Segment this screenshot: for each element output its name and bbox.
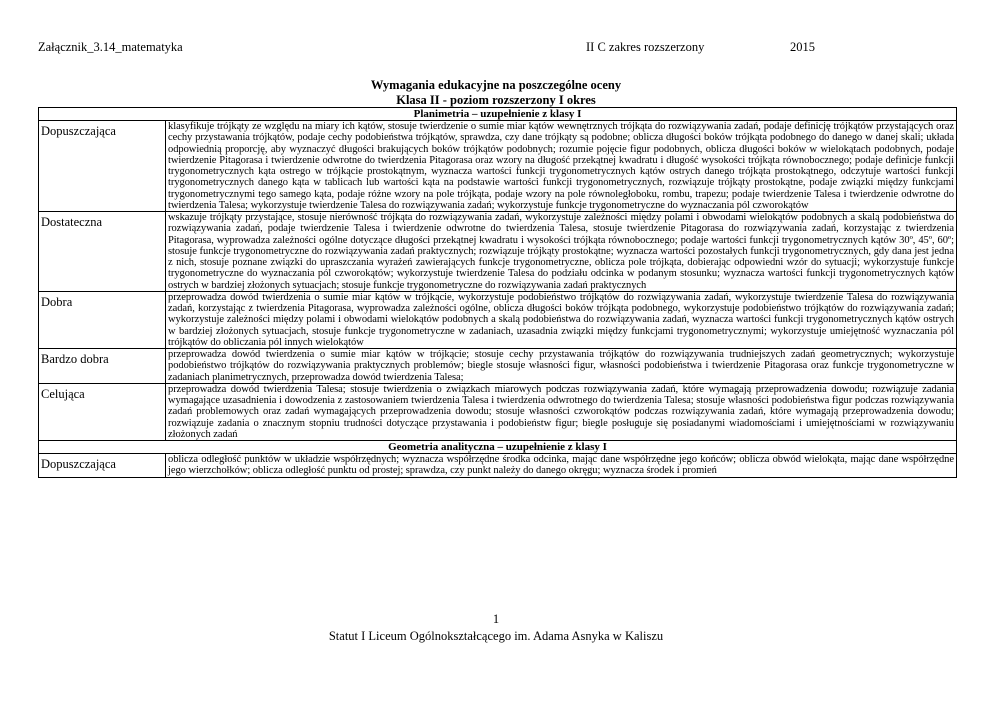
grade-label: Dobra: [39, 291, 166, 348]
requirements-table: [38, 107, 957, 478]
header-document-id: Załącznik_3.14_matematyka: [38, 40, 183, 54]
table-row: [39, 349, 957, 384]
grade-label: Bardzo dobra: [39, 349, 166, 384]
grade-label: Dostateczna: [39, 212, 166, 292]
page-subtitle: Klasa II - poziom rozszerzony I okres: [396, 93, 596, 107]
requirements-text: klasyfikuje trójkąty ze względu na miary ich kątów, stosuje twierdzenie o sumie miar kątów wewnętrznych trójkąta do rozwiązywania zadań, podaje definicję trójkątów przystających oraz cechy przystawania trójkątów, podaje cechy podobieństwa trójkątów, sprawdza, czy dane trójkąty są podobne; oblicza długości boków trójkąta podobnego do danego w danej skali; układa odpowiednią proporcję, aby wyznaczyć długości brakujących boków trójkątów podobnych; rozumie pojęcie figur podobnych, oblicza długości boków w wielokątach podobnych, podaje twierdzenie Pitagorasa i twierdzenie odwrotne do twierdzenia Pitagorasa oraz wzory na długość przekątnej kwadratu i długość wysokości trójkąta równobocznego; podaje definicje funkcji trygonometrycznych kąta ostrego w trójkącie prostokątnym, wyznacza wartości funkcji trygonometrycznych kątów ostrych danego trójkąta prostokątnego, odczytuje wartości funkcji trygonometrycznych danego kąta w tablicach lub wartości kąta na podstawie wartości funkcji trygonometrycznych, rozwiązuje trójkąty prostokątne, podaje związki między funkcjami trygonometrycznymi tego samego kąta, podaje różne wzory na pole trójkąta, podaje wzory na pole równoległoboku, rombu, trapezu; podaje twierdzenie Talesa i twierdzenie odwrotne do twierdzenia Talesa; wykorzystuje twierdzenie Talesa do rozwiązywania zadań; wykorzystuje funkcje trygonometryczne do wyznaczania pól czworokątów: [166, 121, 957, 212]
page-number: 1: [492, 612, 500, 626]
grade-label: Dopuszczająca: [39, 454, 166, 478]
page-title: Wymagania edukacyjne na poszczególne oceny: [370, 78, 622, 92]
header-year: 2015: [790, 40, 815, 54]
requirements-text: przeprowadza dowód twierdzenia o sumie miar kątów w trójkącie; stosuje cechy przystawania trójkątów do rozwiązywania trudniejszych zadań geometrycznych; wykorzystuje podobieństwo trójkątów do rozwiązywania praktycznych problemów; biegle stosuje własności figur, własności podobieństwa i twierdzenie Pitagorasa oraz funkcje trygonometryczne w zadaniach planimetrycznych, przeprowadza dowód twierdzenia Talesa;: [166, 349, 957, 384]
section-heading-analytic-geometry: Geometria analityczna – uzupełnienie z klasy I: [39, 441, 957, 454]
section-heading-row: [39, 441, 957, 454]
requirements-text: wskazuje trójkąty przystające, stosuje nierówność trójkąta do rozwiązywania zadań, wykorzystuje zależności między polami i obwodami wielokątów podobnych a skalą podobieństwa do rozwiązywania zadań, podaje twierdzenie Talesa i twierdzenie odwrotne do twierdzenia Talesa, stosuje twierdzenie Pitagorasa do rozwiązywania zadań, korzystając z twierdzenia Pitagorasa, wyprowadza zależności ogólne dotyczące długości przekątnej kwadratu i wysokości trójkąta równobocznego; podaje wartości funkcji trygonometrycznych kątów 30º, 45º, 60º; stosuje funkcje trygonometryczne do rozwiązywania zadań praktycznych; rozwiązuje trójkąty prostokątne; wyznacza wartości pozostałych funkcji trygonometrycznych, gdy dana jest jedna z nich, stosuje poznane związki do upraszczania wyrażeń zawierających funkcje trygonometryczne, oblicza pole trójkąta, dobierając odpowiedni wzór do sytuacji; wykorzystuje funkcje trygonometryczne do wyznaczania pól czworokątów; wykorzystuje twierdzenie Talesa do podziału odcinka w podanym stosunku; wyznacza wartości funkcji trygonometrycznych kątów ostrych w bardziej złożonych sytuacjach; stosuje funkcje trygonometryczne do rozwiązywania zadań praktycznych: [166, 212, 957, 292]
header-class-scope: II C zakres rozszerzony: [586, 40, 705, 54]
table-row: [39, 291, 957, 348]
table-row: [39, 212, 957, 292]
footer-school-name: Statut I Liceum Ogólnokształcącego im. Adama Asnyka w Kaliszu: [328, 629, 664, 643]
section-heading-planimetry: Planimetria – uzupełnienie z klasy I: [39, 108, 957, 121]
table-row: [39, 383, 957, 440]
requirements-text: przeprowadza dowód twierdzenia Talesa; stosuje twierdzenia o związkach miarowych podczas rozwiązywania zadań, które wymagają przeprowadzenia dowodu; rozwiązuje zadania wymagające uzasadnienia i dowodzenia z zastosowaniem twierdzenia Talesa i twierdzenia odwrotnego do twierdzenia Talesa; stosuje własności podobieństwa figur podczas rozwiązywania zadań problemowych oraz zadań wymagających przeprowadzenia dowodu; stosuje własności czworokątów podczas rozwiązywania zadań, które wymagają przeprowadzenia dowodu; rozwiązuje zadania o znacznym stopniu trudności dotyczące przystawania i podobieństw figur; biegle posługuje się posiadanymi wiadomościami i umiejętnościami w rozwiązywaniu złożonych zadań: [166, 383, 957, 440]
table-row: [39, 454, 957, 478]
requirements-text: przeprowadza dowód twierdzenia o sumie miar kątów w trójkącie, wykorzystuje podobieństwo trójkątów do rozwiązywania zadań, wykorzystuje twierdzenie Talesa do rozwiązywania zadań, korzystając z twierdzenia Pitagorasa, wyprowadza zależności ogólne, oblicza długości boków trójkąta podobnego, wykorzystuje podobieństwo trójkątów do rozwiązywania zadań; wykorzystuje zależności między polami i obwodami wielokątów podobnych a skalą podobieństwa do rozwiązywania zadań, wyznacza wartości funkcji trygonometrycznych kątów ostrych w bardziej złożonych sytuacjach, stosuje funkcje trygonometryczne w zadaniach, uzasadnia związki między funkcjami trygonometrycznymi; wykorzystuje umiejętność wyznaczania pól trójkątów do obliczania pól innych wielokątów: [166, 291, 957, 348]
grade-label: Celująca: [39, 383, 166, 440]
requirements-text: oblicza odległość punktów w układzie współrzędnych; wyznacza współrzędne środka odcinka, mając dane współrzędne jego końców; oblicza obwód wielokąta, mając dane współrzędne jego wierzchołków; oblicza odległość punktu od prostej; sprawdza, czy punkt należy do danego okręgu; wyznacza środek i promień: [166, 454, 957, 478]
grade-label: Dopuszczająca: [39, 121, 166, 212]
section-heading-row: [39, 108, 957, 121]
table-row: [39, 121, 957, 212]
